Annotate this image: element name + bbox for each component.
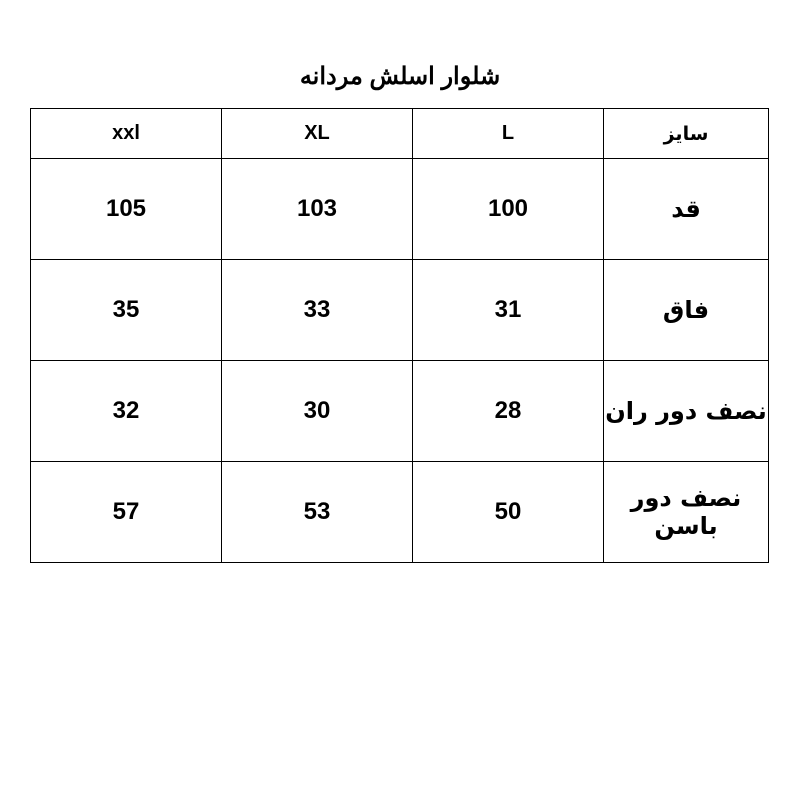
table-cell: 32 bbox=[31, 361, 222, 462]
table-cell: 33 bbox=[222, 260, 413, 361]
table-cell: 53 bbox=[222, 462, 413, 563]
table-header-row bbox=[31, 109, 769, 159]
size-chart-table bbox=[30, 108, 769, 563]
table-row-rise bbox=[31, 260, 769, 361]
table-cell: 103 bbox=[222, 159, 413, 260]
row-label: نصف دور ران bbox=[604, 361, 769, 462]
table-cell: 100 bbox=[413, 159, 604, 260]
table-row-half-thigh bbox=[31, 361, 769, 462]
row-label: قد bbox=[604, 159, 769, 260]
table-cell: 31 bbox=[413, 260, 604, 361]
table-cell: 57 bbox=[31, 462, 222, 563]
row-label: فاق bbox=[604, 260, 769, 361]
table-cell: 28 bbox=[413, 361, 604, 462]
table-cell: 30 bbox=[222, 361, 413, 462]
table-row-half-hip bbox=[31, 462, 769, 563]
row-label: نصف دور باسن bbox=[604, 462, 769, 563]
page-title: شلوار اسلش مردانه bbox=[299, 63, 501, 90]
size-header-l: L bbox=[413, 109, 604, 159]
table-row-length bbox=[31, 159, 769, 260]
table-cell: 35 bbox=[31, 260, 222, 361]
size-header-xxl: xxl bbox=[31, 109, 222, 159]
size-header-label: سایز bbox=[604, 109, 769, 159]
table-cell: 50 bbox=[413, 462, 604, 563]
table-cell: 105 bbox=[31, 159, 222, 260]
size-header-xl: XL bbox=[222, 109, 413, 159]
